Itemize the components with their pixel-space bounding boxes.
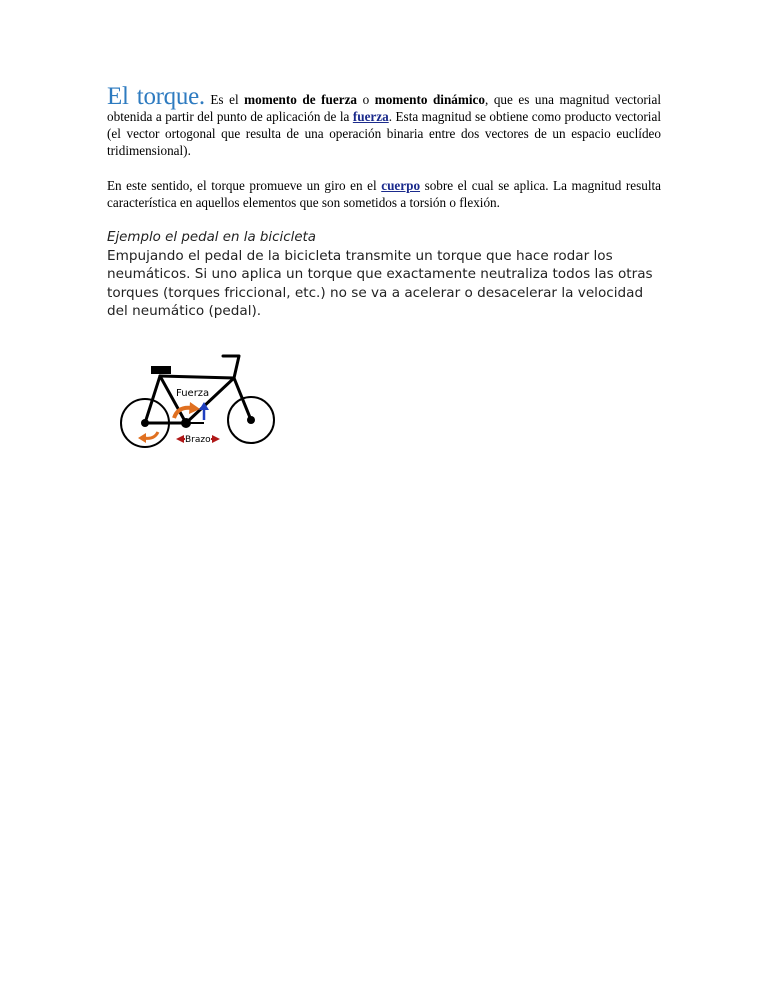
arm-label: Brazo [185,435,211,445]
example-title: Ejemplo el pedal en la bicicleta [107,230,317,245]
bicycle-seat [151,366,171,374]
cuerpo-link[interactable]: cuerpo [381,178,421,193]
fuerza-link[interactable]: fuerza [352,109,389,124]
intro-text-1: Es el [204,92,245,107]
rear-torque-arrow-head [138,433,146,443]
second-text-2: sobre el cual se aplica. La magnitud resulta característica en aquellos elementos que son sometidos a torsión o flexión. [107,178,661,210]
document-page [107,83,661,321]
intro-text-4: . Esta magnitud se obtiene como producto vectorial (el vector ortogonal que resulta de una operación binaria entre dos vectores de un espacio euclídeo tridimensional). [107,109,661,158]
bicycle-illustration [116,350,281,450]
example-body: Empujando el pedal de la bicicleta transmite un torque que hace rodar los neumáticos. Si uno aplica un torque que exactamente neutraliza todos las otras torques (torques friccional, etc.) no se va a acelerar o desacelerar la velocidad del neumático (pedal). [107,248,653,320]
intro-text-3: , que es una magnitud vectorial obtenida a partir del punto de aplicación de la [107,92,661,124]
page-title: El torque. [107,83,205,110]
bold-term-momento-dinamico: momento dinámico [374,92,485,107]
rear-torque-arrow [144,432,158,438]
force-label: Fuerza [176,388,210,399]
intro-paragraph [107,83,661,159]
second-text-1: En este sentido, el torque promueve un giro en el [107,178,382,193]
intro-text-2: o [357,92,375,107]
bold-term-momento-de-fuerza: momento de fuerza [244,92,358,107]
second-paragraph [107,177,661,211]
bicycle-figure [116,350,281,450]
